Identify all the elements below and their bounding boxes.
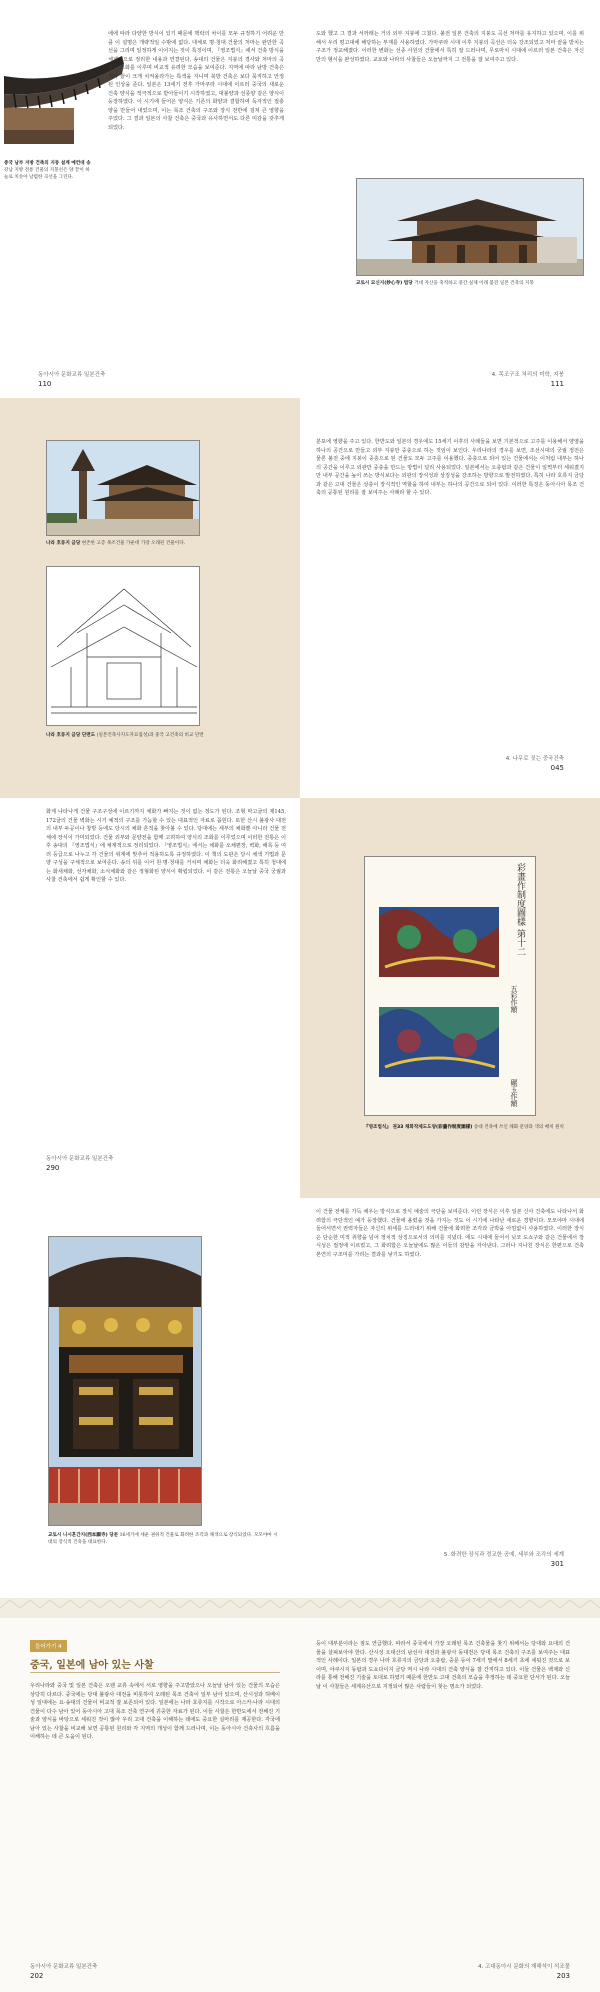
page-number: 301 [550, 1560, 564, 1568]
photo-caption-title: 교토시 니시혼간지(西本願寺) 당문 [48, 1533, 119, 1538]
page-203 [300, 1598, 600, 1992]
page-body-text: 이 건물 전체를 가득 채우는 방식으로 장식 예술의 극단을 보여준다. 이런 장식은 이후 일본 신사 건축에도 나타나서 화려함의 극단적인 예가 등장했다. 건물에 올렸을 것을 가지는 것도 이 시기에 나타난 새로운 경향이다. 모모야마 시대에 들어서면서 권력자들은 자신의 위세를 드러내기 위해 건물에 화려한 조각과 금박을 아낌없이 사용하였다. 이러한 장식은 단순한 미적 취향을 넘어 정치적 상징으로서의 의미를 지녔다. 에도 시대에 들어서 닛코 도쇼구와 같은 건물에서 장식성은 절정에 이르렀고, 그 화려함은 오늘날에도 많은 이들의 감탄을 자아낸다. 그러나 지나친 장식은 한편으로 건축 본연의 구조미를 가리는 결과를 낳기도 하였다. [316, 1209, 584, 1258]
page-footer [492, 370, 564, 388]
photo-caption-2 [46, 732, 216, 739]
spread-4 [0, 1198, 600, 1598]
page-body-text: 도와 했고 그 결과 서까래는 거의 외부 지붕에 그쳤다. 불전 일본 건축의 지붕도 곡선 처마를 유지하고 있으며, 이를 위해서 우리 평고대에 해당하는 부재를 사용하였다. 가마쿠라 시대 이후 지붕의 곡선은 더욱 강조되었고 처마 끝을 받치는 구조가 정교해졌다. 이러한 변화는 선종 사원의 건물에서 특히 잘 드러나며, 무로마치 시대에 이르러 일본 건축은 자신만의 형식을 완성하였다. 교토와 나라의 사찰들은 오늘날까지 그 전통을 잘 보여주고 있다. [316, 31, 584, 63]
section-drawing [46, 566, 200, 726]
pattern-border [0, 1598, 300, 1618]
photo-caption-title: 교토시 묘신지(妙心寺) 법당 [356, 281, 413, 286]
caption-body: 강남 지방 전통 건물의 지붕선은 양 끝이 하늘로 치솟아 날렵한 곡선을 그린다. [4, 168, 90, 180]
page-footer [30, 1962, 97, 1980]
manuscript-plate [364, 856, 536, 1116]
page-number: 111 [550, 380, 564, 388]
footer-label: 5. 화려한 장식과 정교한 공예, 세부와 조각의 세계 [443, 1552, 564, 1558]
page-body-text: 화계 나타나게 건물 구조구성에 이르기까지 체화가 빠지는 것이 없는 정도가 된다. 조형 막고굴의 제145, 172굴의 건물 벽화는 시기 예적의 구조를 가늠할 수 있는 대표적인 자료로 꼽힌다. 또한 산시 불광사 대전의 내부 두공이나 창방 등에도 당시의 채화 흔적을 찾아볼 수 있다. 당대에는 세부의 채화뿐 아니라 건물 전체에 장식이 가미되었다. 건물 외부와 문양전을 함께 고려하여 양식의 조화를 이루었으며 이러한 전통은 이후 송대의 『영조법식』에 체계적으로 정리되었다. 『영조법식』에서는 채화를 오채편장, 벽화, 해록 등 여러 등급으로 나누고 각 건물의 위계에 맞추어 적용하도록 규정하였다. 이 책의 도판은 당시 채색 기법과 문양 구성을 구체적으로 보여준다. 송의 뒤를 이어 원·명·청대를 거치며 채화는 더욱 화려해졌고 특히 청대에는 화새채화, 선자채화, 소식채화와 같은 정형화된 양식이 확립되었다. 이 같은 전통은 오늘날 중국 궁궐과 사찰 건축에서 쉽게 확인할 수 있다. [46, 809, 286, 883]
page-number: 045 [550, 764, 564, 772]
eave-photo [4, 36, 124, 146]
section-badge: 들어가기 4 [30, 1640, 67, 1652]
page-footer [444, 1550, 564, 1568]
karamon-photo [48, 1236, 202, 1526]
caption-1-title: 나라 호류지 금당 [46, 541, 81, 546]
left-page [0, 1198, 300, 1598]
page-body-text: 분포에 영향을 주고 있다. 한반도와 일본의 경우에도 15세기 이후의 사례들을 보면 기본적으로 고주를 이용해서 양옆을 하나의 공간으로 만들고 외부 지붕만 중층으로 하는 것임이 보인다. 우리나라의 경우를 보면, 조선시대의 궁궐 정전은 물론 불전 중에 지붕이 중층으로 된 건물도 모두 고주를 이용했다. 중층으로 되어 있는 건물에서는 이처럼 내부는 하나의 공간을 이루고 외관만 중층을 만드는 방법이 널리 사용되었다. 일본에서는 오층탑과 같은 건물이 일찍부터 세워졌지만 내부 공간을 높이 쓰는 방식보다는 외관의 장식성과 상징성을 강조하는 방향으로 발전하였다. 특히 나라 호류지 금당과 같은 고대 건물은 상층이 장식적인 역할을 하여 내부는 하나의 공간으로 되어 있다. 이러한 특징은 동아시아 목조 건축의 공통된 원리를 잘 보여주는 사례라 할 수 있다. [316, 439, 584, 496]
page-number: 110 [38, 380, 52, 388]
left-page [0, 398, 300, 798]
page-301 [300, 1198, 600, 1598]
page-footer [38, 370, 105, 388]
plate-caption [364, 1124, 564, 1131]
caption-2-title: 나라 호류지 금당 단면도 [46, 733, 96, 738]
photo-caption [48, 1532, 278, 1546]
caption-1-body: 현존한 고층 목조건물 가운데 가장 오래된 건물이다. [81, 541, 186, 546]
spread-2 [0, 398, 600, 798]
heading-rule [30, 1672, 280, 1673]
photo-caption-body: 거대 자산을 축적하고 중간 실제 이래 불전 일본 건축의 지붕 [414, 281, 534, 286]
horyuji-photo [46, 440, 200, 536]
manuscript-title: 彩畫作制度圖樣 第十二 [515, 863, 525, 956]
right-page [300, 798, 600, 1198]
caption-title: 중국 남부 지방 건축의 지붕 설계 예컨대 송 [4, 161, 91, 166]
photo-caption-1 [46, 540, 206, 547]
page-045 [300, 398, 600, 798]
caption-2-body: (일본건축사지도자료집성)과 중국 고건축의 비교 단면 [96, 733, 204, 738]
spread-3 [0, 798, 600, 1198]
footer-label: 4. 목조구조 처리의 미학, 지붕 [491, 372, 564, 378]
page-110 [0, 0, 300, 398]
photo-caption [356, 280, 584, 287]
footer-label: 동아시아 문화교류 일본건축 [30, 1964, 98, 1970]
page-290 [0, 798, 300, 1198]
page-footer [46, 1154, 113, 1172]
page-body-text: 에에 따라 다양한 방식이 있기 때문에 맥락의 차이를 모두 규정하기 어려운 만큼 이 설명은 개략적일 수밖에 없다. 대체로 명·청대 건물의 처마는 완만한 곡선을 그리며 일정하게 이어지는 것이 특징이며, 『영조법식』에서 건축 방식을 체계적으로 정리한 내용과 연결된다. 송대의 건물은 지붕의 경사와 처마의 곡선이 조화를 이루며 비교적 유려한 모습을 보여준다. 지역에 따라 남방 건축은 처마 끝이 크게 치켜올라가는 특색을 지니며 북방 건축은 보다 묵직하고 안정된 인상을 준다. 일본은 13세기 전후 가마쿠라 시대에 이르러 중국의 새로운 건축 양식을 적극적으로 받아들이기 시작하였고, 대불양과 선종양 같은 양식이 등장하였다. 이 시기에 들어온 양식은 기존의 화양과 결합하여 독자적인 절충양을 만들어 내었으며, 이는 목조 건축의 구조와 장식 전반에 걸쳐 큰 영향을 주었다. 그 결과 일본의 사찰 건축은 중국과 유사하면서도 다른 미감을 갖추게 되었다. [108, 31, 284, 131]
footer-label: 4. 나무로 짓는 중국건축 [505, 756, 564, 762]
manuscript-label-1: 五彩作額 [510, 985, 518, 1013]
page-number: 203 [556, 1972, 570, 1980]
plate-caption-title: 『영조법식』 권33 채화작제도도양(彩畵作制度圖樣) [364, 1125, 473, 1130]
section-heading: 중국, 일본에 남아 있는 사찰 [30, 1660, 154, 1671]
spread-5 [0, 1598, 600, 1992]
footer-label: 4. 고대동아시 문화의 재해석이 석조물 [478, 1964, 570, 1970]
manuscript-label-2: 碾玉作額 [510, 1079, 518, 1107]
left-caption [4, 160, 92, 181]
page-number: 290 [46, 1164, 60, 1172]
footer-label: 동아시아 문화교류 일본건축 [38, 372, 106, 378]
photo-caption-body: 16세기에 세운 권위적 건물로 화려한 조각과 채색으로 장식되었다. 모모야마 시대의 장식적 건축을 대표한다. [48, 1533, 278, 1545]
plate-caption-body: 송대 건축에 쓰인 채화 문양과 색의 배치 원칙 [473, 1125, 564, 1130]
page-footer [478, 1962, 570, 1980]
page-number: 202 [30, 1972, 44, 1980]
temple-photo [356, 178, 584, 276]
page-202 [0, 1598, 300, 1992]
footer-label: 동아시아 문화교류 일본건축 [46, 1156, 114, 1162]
page-111 [300, 0, 600, 398]
spread-1 [0, 0, 600, 398]
page-body-text: 등이 대부분이라는 점도 연급했다. 따라서 중국에서 가장 오래된 목조 건축물을 찾기 위해서는 당대와 요대의 건물을 살펴보아야 한다. 산시성 오대산의 남선사 대전과 불광사 동대전은 당대 목조 건축의 구조를 보여주는 대표적인 사례이다. 일본의 경우 나라 호류지의 금당과 오층탑, 중문 등이 7세기 말에서 8세기 초에 세워진 것으로 보이며, 야쿠시지 동탑과 도쇼다이지 금당 역시 나라 시대의 건축 양식을 잘 간직하고 있다. 이들 건물은 백제와 신라를 통해 전해진 기술을 토대로 하였기 때문에 한반도 고대 건축의 모습을 추정하는 데 중요한 단서가 된다. 오늘날 이 사찰들은 세계유산으로 지정되어 많은 사람들이 찾는 명소가 되었다. [316, 1641, 570, 1690]
pattern-border [300, 1598, 600, 1618]
page-footer [506, 754, 564, 772]
page-body-text: 우리나라와 중국 및 일본 건축은 오랜 교류 속에서 서로 영향을 주고받았으나 오늘날 남아 있는 건물의 모습은 상당히 다르다. 중국에는 당대 불광사 대전을 비롯하여 오래된 목조 건축이 일부 남아 있으며, 산시성과 허베이성 일대에는 요·송대의 건물이 비교적 잘 보존되어 있다. 일본에는 나라 호류지를 시작으로 아스카·나라 시대의 건물이 다수 남아 있어 동아시아 고대 목조 건축 연구에 귀중한 자료가 된다. 이들 사찰은 한반도에서 전해진 기술과 양식을 바탕으로 세워진 것이 많아 우리 고대 건축을 이해하는 데에도 중요한 실마리를 제공한다. 각국에 남아 있는 사찰을 비교해 보면 공통된 원리와 각 지역의 개성이 함께 드러나며, 이는 동아시아 건축사의 흐름을 이해하는 데 큰 도움이 된다. [30, 1683, 280, 1740]
